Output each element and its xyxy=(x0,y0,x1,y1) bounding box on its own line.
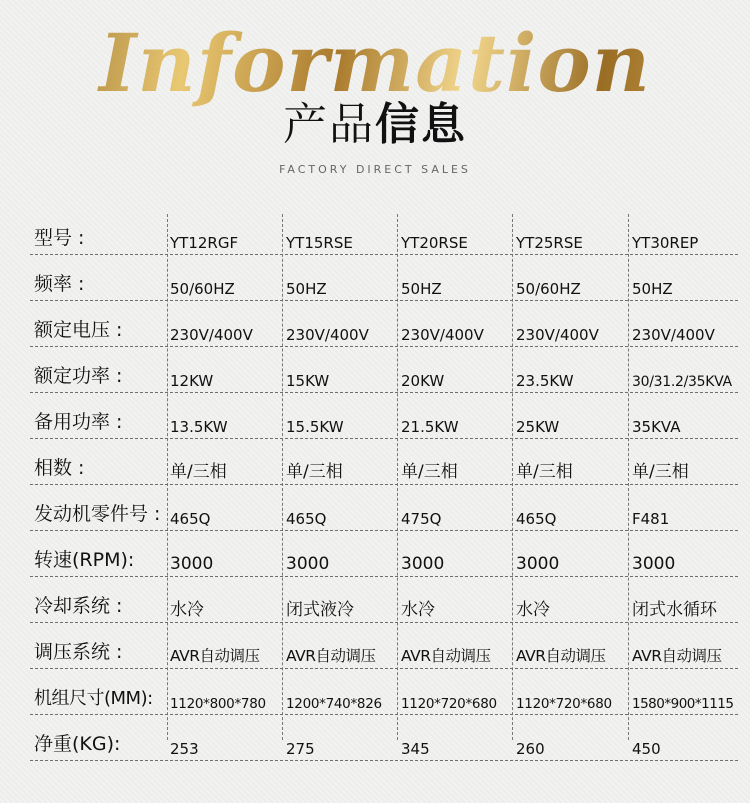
row-label: 冷却系统 : xyxy=(34,595,123,617)
page-title-light: 产品 xyxy=(283,99,375,150)
table-cell: YT12RGF xyxy=(170,234,239,252)
row-label: 相数 : xyxy=(34,457,85,479)
table-cell: 单/三相 xyxy=(401,462,458,482)
spec-row-standby-power xyxy=(0,398,750,444)
table-cell: 13.5KW xyxy=(170,418,228,436)
row-label: 转速(RPM): xyxy=(34,549,135,571)
table-cell: 3000 xyxy=(632,554,676,574)
table-cell: 345 xyxy=(401,740,430,758)
table-cell: 3000 xyxy=(170,554,214,574)
table-cell: 475Q xyxy=(401,510,442,528)
spec-table xyxy=(0,214,750,766)
table-cell: 水冷 xyxy=(516,600,550,620)
table-cell: 230V/400V xyxy=(401,326,484,344)
table-cell: 25KW xyxy=(516,418,560,436)
table-cell: 253 xyxy=(170,740,199,758)
spec-row-voltage-regulation xyxy=(0,628,750,674)
row-label: 净重(KG): xyxy=(34,733,121,755)
table-cell: 闭式水循环 xyxy=(632,600,717,620)
table-cell: 275 xyxy=(286,740,315,758)
table-cell: 20KW xyxy=(401,372,445,390)
row-label: 调压系统 : xyxy=(34,641,123,663)
table-cell: 30/31.2/35KVA xyxy=(632,374,732,390)
table-cell: 1580*900*1115 xyxy=(632,696,734,712)
table-cell: 12KW xyxy=(170,372,214,390)
spec-row-engine-part xyxy=(0,490,750,536)
hero-script-title: Information xyxy=(0,18,750,108)
table-cell: 单/三相 xyxy=(632,462,689,482)
table-cell: YT15RSE xyxy=(286,234,353,252)
table-cell: 50HZ xyxy=(401,280,442,298)
table-cell: 3000 xyxy=(401,554,445,574)
page-title-bold: 信息 xyxy=(375,99,467,150)
spec-row-frequency xyxy=(0,260,750,306)
table-cell: YT25RSE xyxy=(516,234,583,252)
table-cell: F481 xyxy=(632,510,670,528)
spec-row-rated-power xyxy=(0,352,750,398)
table-cell: 单/三相 xyxy=(170,462,227,482)
spec-row-phase xyxy=(0,444,750,490)
spec-row-dimensions xyxy=(0,674,750,720)
table-cell: AVR自动调压 xyxy=(170,647,260,665)
table-cell: AVR自动调压 xyxy=(401,647,491,665)
page-subtitle: FACTORY DIRECT SALES xyxy=(279,163,471,176)
table-cell: 465Q xyxy=(516,510,557,528)
table-cell: AVR自动调压 xyxy=(516,647,606,665)
table-cell: 1120*720*680 xyxy=(401,696,497,712)
table-cell: 1200*740*826 xyxy=(286,696,382,712)
spec-row-cooling xyxy=(0,582,750,628)
spec-row-net-weight xyxy=(0,720,750,766)
table-cell: YT20RSE xyxy=(401,234,468,252)
table-cell: 465Q xyxy=(286,510,327,528)
table-cell: AVR自动调压 xyxy=(632,647,722,665)
table-cell: 23.5KW xyxy=(516,372,574,390)
spec-row-rpm xyxy=(0,536,750,582)
table-cell: 230V/400V xyxy=(286,326,369,344)
table-cell: 50HZ xyxy=(286,280,327,298)
table-cell: 水冷 xyxy=(170,600,204,620)
table-cell: AVR自动调压 xyxy=(286,647,376,665)
table-cell: 230V/400V xyxy=(632,326,715,344)
row-label: 型号 : xyxy=(34,227,85,249)
table-cell: 1120*800*780 xyxy=(170,696,266,712)
table-cell: 21.5KW xyxy=(401,418,459,436)
table-cell: YT30REP xyxy=(632,234,699,252)
table-cell: 15.5KW xyxy=(286,418,344,436)
table-cell: 水冷 xyxy=(401,600,435,620)
spec-row-rated-voltage xyxy=(0,306,750,352)
table-cell: 15KW xyxy=(286,372,330,390)
table-cell: 50HZ xyxy=(632,280,673,298)
table-cell: 1120*720*680 xyxy=(516,696,612,712)
spec-row-model xyxy=(0,214,750,260)
row-label: 频率 : xyxy=(34,273,85,295)
page-title xyxy=(0,98,750,152)
row-label: 机组尺寸(MM): xyxy=(34,688,153,709)
row-label: 额定电压 : xyxy=(34,319,123,341)
table-cell: 3000 xyxy=(286,554,330,574)
table-cell: 450 xyxy=(632,740,661,758)
table-cell: 465Q xyxy=(170,510,211,528)
table-cell: 230V/400V xyxy=(170,326,253,344)
row-label: 额定功率 : xyxy=(34,365,123,387)
row-label: 发动机零件号 : xyxy=(34,503,161,525)
table-cell: 50/60HZ xyxy=(516,280,581,298)
row-label: 备用功率 : xyxy=(34,411,123,433)
table-cell: 单/三相 xyxy=(286,462,343,482)
table-cell: 50/60HZ xyxy=(170,280,235,298)
table-cell: 35KVA xyxy=(632,418,681,436)
table-cell: 闭式液冷 xyxy=(286,600,354,620)
table-cell: 230V/400V xyxy=(516,326,599,344)
table-cell: 260 xyxy=(516,740,545,758)
table-cell: 3000 xyxy=(516,554,560,574)
table-cell: 单/三相 xyxy=(516,462,573,482)
